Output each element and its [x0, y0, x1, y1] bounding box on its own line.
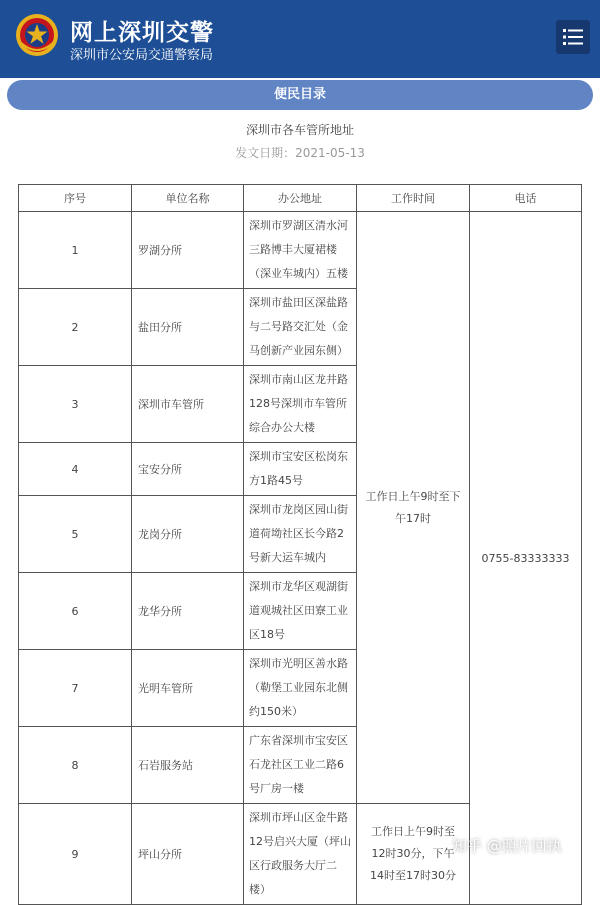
row-unit-name: 深圳市车管所 [132, 366, 244, 443]
site-subtitle: 深圳市公安局交通警察局 [70, 48, 214, 63]
menu-button[interactable] [556, 20, 590, 54]
row-address: 深圳市盐田区深盐路与二号路交汇处（金马创新产业园东侧） [244, 289, 357, 366]
row-unit-name: 龙岗分所 [132, 496, 244, 573]
row-address: 深圳市龙岗区园山街道荷坳社区长今路2号新大运车城内 [244, 496, 357, 573]
article-date: 发文日期：2021-05-13 [235, 146, 365, 160]
phone-number: 0755-83333333 [470, 212, 582, 905]
row-unit-name: 光明车管所 [132, 650, 244, 727]
row-no: 8 [19, 727, 132, 804]
row-address: 深圳市龙华区观湖街道观城社区田寮工业区18号 [244, 573, 357, 650]
row-no: 2 [19, 289, 132, 366]
row-address: 广东省深圳市宝安区石龙社区工业二路6号厂房一楼 [244, 727, 357, 804]
table-row [19, 212, 582, 289]
row-address: 深圳市宝安区松岗东方1路45号 [244, 443, 357, 496]
header-phone: 电话 [470, 185, 582, 212]
row-address: 深圳市坪山区金牛路12号启兴大厦（坪山区行政服务大厅二楼） [244, 804, 357, 905]
row-address: 深圳市罗湖区清水河三路博丰大厦裙楼（深业车城内）五楼 [244, 212, 357, 289]
header-hours: 工作时间 [357, 185, 470, 212]
zhihu-watermark: 知乎 @照片回执 [452, 837, 562, 855]
row-no: 3 [19, 366, 132, 443]
row-unit-name: 坪山分所 [132, 804, 244, 905]
site-header [0, 0, 600, 78]
row-no: 9 [19, 804, 132, 905]
header-no: 序号 [19, 185, 132, 212]
row-no: 1 [19, 212, 132, 289]
row-no: 4 [19, 443, 132, 496]
nav-convenience-directory[interactable]: 便民目录 [7, 80, 593, 110]
row-no: 5 [19, 496, 132, 573]
row-address: 深圳市光明区善水路（勒堡工业园东北侧约150米） [244, 650, 357, 727]
table-header-row [19, 185, 582, 212]
menu-icon [563, 28, 583, 46]
row-unit-name: 罗湖分所 [132, 212, 244, 289]
row-unit-name: 龙华分所 [132, 573, 244, 650]
row-unit-name: 石岩服务站 [132, 727, 244, 804]
office-address-table [18, 184, 582, 905]
header-address: 办公地址 [244, 185, 357, 212]
working-hours: 工作日上午9时至下午17时 [357, 212, 470, 804]
article-title: 深圳市各车管所地址 [245, 123, 354, 137]
header-unit-name: 单位名称 [132, 185, 244, 212]
row-unit-name: 盐田分所 [132, 289, 244, 366]
row-address: 深圳市南山区龙井路128号深圳市车管所综合办公大楼 [244, 366, 357, 443]
row-no: 6 [19, 573, 132, 650]
row-unit-name: 宝安分所 [132, 443, 244, 496]
site-title: 网上深圳交警 [70, 20, 214, 46]
police-emblem-icon [14, 12, 60, 58]
working-hours-pingshan: 工作日上午9时至12时30分，下午14时至17时30分 [357, 804, 470, 905]
row-no: 7 [19, 650, 132, 727]
